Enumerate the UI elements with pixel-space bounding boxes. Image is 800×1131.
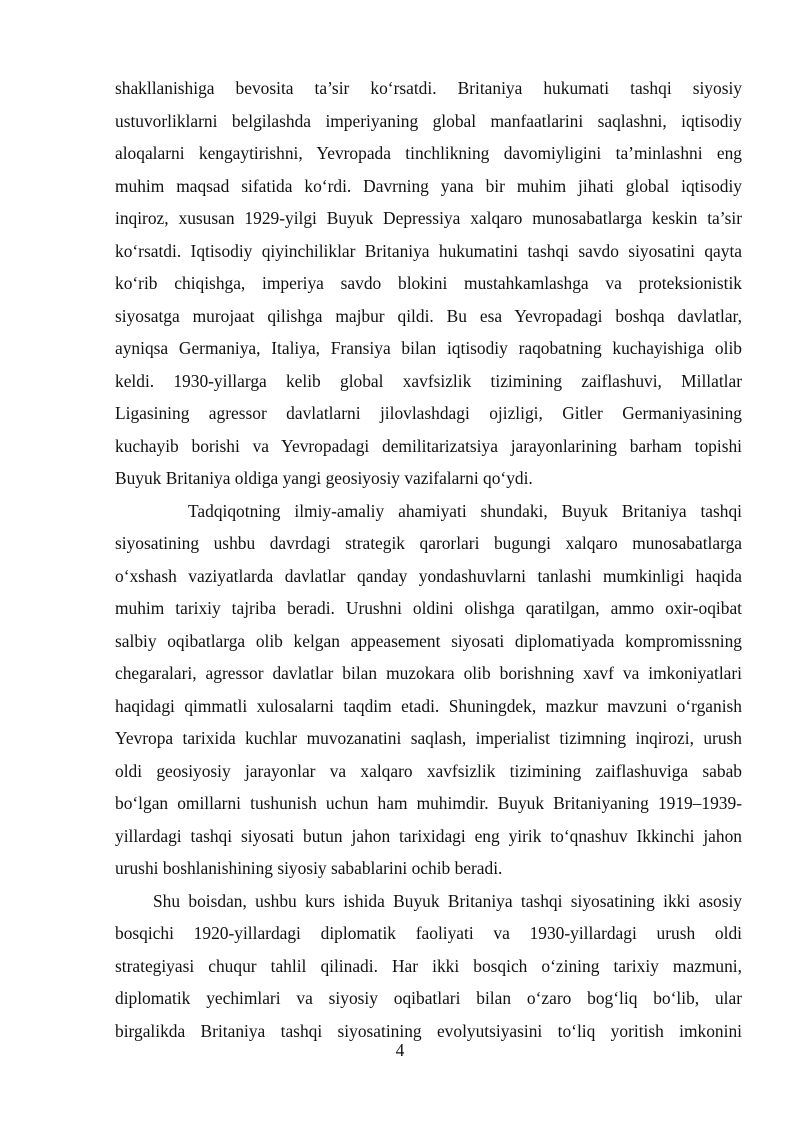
text-line: ko‘rib chiqishga, imperiya savdo blokini mustahkamlashga va proteksionistik: [115, 273, 742, 293]
body-text: [115, 72, 742, 1047]
text-line: Buyuk Britaniya oldiga yangi geosiyosiy vazifalarni qo‘ydi.: [115, 468, 533, 488]
text-line: siyosatga murojaat qilishga majbur qildi. Bu esa Yevropadagi boshqa davlatlar,: [115, 305, 742, 326]
text-line: strategiyasi chuqur tahlil qilinadi. Har ikki bosqich o‘zining tarixiy mazmuni,: [115, 955, 742, 976]
text-line: aloqalarni kengaytirishni, Yevropada tinchlikning davomiyligini ta’minlashni eng: [115, 143, 742, 163]
text-line: yillardagi tashqi siyosati butun jahon tarixidagi eng yirik to‘qnashuv Ikkinchi jahon: [115, 825, 742, 846]
text-line: shakllanishiga bevosita ta’sir ko‘rsatdi. Britaniya hukumati tashqi siyosiy: [115, 78, 742, 98]
text-line: keldi. 1930-yillarga kelib global xavfsizlik tizimining zaiflashuvi, Millatlar: [115, 370, 742, 391]
text-line: Shu boisdan, ushbu kurs ishida Buyuk Britaniya tashqi siyosatining ikki asosiy: [153, 890, 742, 911]
text-line: ayniqsa Germaniya, Italiya, Fransiya bilan iqtisodiy raqobatning kuchayishiga olib: [115, 338, 742, 358]
text-line: chegaralari, agressor davlatlar bilan muzokara olib borishning xavf va imkoniyatlari: [115, 663, 742, 683]
text-line: Ligasining agressor davlatlarni jilovlashdagi ojizligi, Gitler Germaniyasining: [115, 403, 742, 423]
text-line: kuchayib borishi va Yevropadagi demilitarizatsiya jarayonlarining barham topishi: [115, 435, 742, 456]
text-line: ko‘rsatdi. Iqtisodiy qiyinchiliklar Britaniya hukumatini tashqi savdo siyosatini qayta: [115, 240, 742, 261]
page-number: 4: [395, 1040, 405, 1060]
text-line: haqidagi qimmatli xulosalarni taqdim etadi. Shuningdek, mazkur mavzuni o‘rganish: [115, 695, 742, 716]
text-line: o‘xshash vaziyatlarda davlatlar qanday yondashuvlarni tanlashi mumkinligi haqida: [115, 565, 742, 586]
text-line: bosqichi 1920-yillardagi diplomatik faoliyati va 1930-yillardagi urush oldi: [115, 923, 742, 943]
text-line: ustuvorliklarni belgilashda imperiyaning global manfaatlarini saqlashni, iqtisodiy: [115, 110, 742, 131]
text-line: inqiroz, xususan 1929-yilgi Buyuk Depressiya xalqaro munosabatlarga keskin ta’sir: [115, 208, 742, 228]
text-line: salbiy oqibatlarga olib kelgan appeasement siyosati diplomatiyada kompromissning: [115, 630, 742, 651]
text-line: Yevropa tarixida kuchlar muvozanatini saqlash, imperialist tizimning inqirozi, urush: [115, 728, 742, 748]
text-line: Tadqiqotning ilmiy-amaliy ahamiyati shundaki, Buyuk Britaniya tashqi: [188, 500, 742, 521]
text-line: diplomatik yechimlari va siyosiy oqibatlari bilan o‘zaro bog‘liq bo‘lib, ular: [115, 988, 742, 1008]
text-line: siyosatining ushbu davrdagi strategik qarorlari bugungi xalqaro munosabatlarga: [115, 533, 742, 553]
paragraph-2: [115, 495, 742, 885]
text-line: muhim tarixiy tajriba beradi. Urushni oldini olishga qaratilgan, ammo oxir-oqibat: [115, 598, 742, 618]
paragraph-3: [115, 885, 742, 1048]
text-line: oldi geosiyosiy jarayonlar va xalqaro xavfsizlik tizimining zaiflashuviga sabab: [115, 760, 742, 781]
text-line: urushi boshlanishining siyosiy sabablarini ochib beradi.: [115, 858, 503, 878]
text-line: bo‘lgan omillarni tushunish uchun ham muhimdir. Buyuk Britaniyaning 1919–1939-: [115, 793, 742, 813]
text-line: muhim maqsad sifatida ko‘rdi. Davrning yana bir muhim jihati global iqtisodiy: [115, 175, 742, 196]
text-line: birgalikda Britaniya tashqi siyosatining evolyutsiyasini to‘liq yoritish imkonini: [115, 1020, 742, 1041]
paragraph-1: [115, 72, 742, 495]
